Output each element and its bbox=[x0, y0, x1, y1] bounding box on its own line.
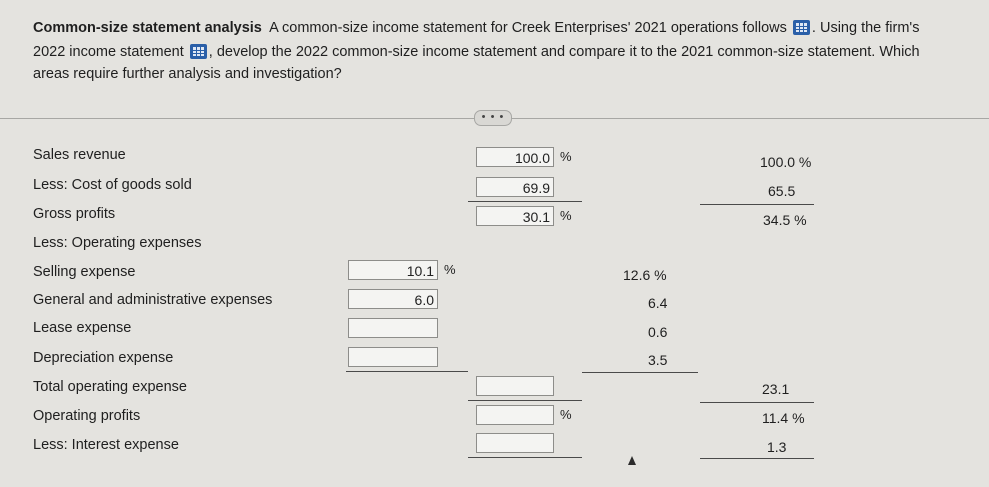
percent-sign: % bbox=[560, 208, 572, 223]
input-interest-2022[interactable] bbox=[476, 433, 554, 453]
value-gross-2021: 34.5 % bbox=[763, 212, 807, 228]
value-total-opex-2021: 23.1 bbox=[762, 381, 790, 397]
percent-sign: % bbox=[560, 149, 572, 164]
value-selling-2021: 12.6 % bbox=[623, 267, 667, 283]
subtotal-rule bbox=[468, 457, 582, 458]
input-cogs-2022[interactable]: 69.9 bbox=[476, 177, 554, 197]
input-gross-2022[interactable]: 30.1 bbox=[476, 206, 554, 226]
input-selling-2022[interactable]: 10.1 bbox=[348, 260, 438, 280]
subtotal-rule bbox=[700, 402, 814, 403]
question-text-1: A common-size income statement for Creek Enterprises' 2021 operations follows bbox=[269, 20, 787, 36]
subtotal-rule bbox=[700, 204, 814, 205]
question-text-2: , develop the 2022 common-size income statement and compare it to the 2021 common-size statement. Which bbox=[208, 44, 920, 60]
input-operating-profits-2022[interactable] bbox=[476, 405, 554, 425]
label-sales: Sales revenue bbox=[33, 147, 126, 163]
percent-sign: % bbox=[560, 407, 572, 422]
subtotal-rule bbox=[700, 458, 814, 459]
label-lease-expense: Lease expense bbox=[33, 320, 132, 336]
label-selling-expense: Selling expense bbox=[33, 264, 136, 280]
input-ga-2022[interactable]: 6.0 bbox=[348, 289, 438, 309]
input-total-opex-2022[interactable] bbox=[476, 376, 554, 396]
label-total-operating-expense: Total operating expense bbox=[33, 379, 187, 395]
value-sales-2021: 100.0 % bbox=[760, 154, 812, 170]
value-interest-2021: 1.3 bbox=[767, 439, 787, 455]
question-title: Common-size statement analysis bbox=[33, 20, 262, 36]
label-gross-profits: Gross profits bbox=[33, 206, 116, 222]
value-depreciation-2021: 3.5 bbox=[648, 352, 668, 368]
expand-toggle-button[interactable]: • • • bbox=[474, 110, 512, 126]
input-lease-2022[interactable] bbox=[348, 318, 438, 338]
value-cogs-2021: 65.5 bbox=[768, 183, 796, 199]
subtotal-rule bbox=[468, 201, 582, 202]
question-text-2-start: 2022 income statement bbox=[33, 44, 184, 60]
input-sales-2022[interactable]: 100.0 bbox=[476, 147, 554, 167]
label-operating-profits: Operating profits bbox=[33, 408, 141, 424]
subtotal-rule bbox=[468, 400, 582, 401]
mouse-cursor-icon bbox=[628, 456, 636, 465]
label-depreciation-expense: Depreciation expense bbox=[33, 350, 174, 366]
table-icon[interactable] bbox=[190, 44, 207, 59]
subtotal-rule bbox=[346, 371, 468, 372]
percent-sign: % bbox=[444, 262, 456, 277]
subtotal-rule bbox=[582, 372, 698, 373]
label-operating-expenses: Less: Operating expenses bbox=[33, 235, 202, 251]
question-line-2 bbox=[33, 41, 920, 63]
label-ga-expense: General and administrative expenses bbox=[33, 292, 273, 308]
input-depreciation-2022[interactable] bbox=[348, 347, 438, 367]
value-ga-2021: 6.4 bbox=[648, 295, 668, 311]
value-lease-2021: 0.6 bbox=[648, 324, 668, 340]
label-cogs: Less: Cost of goods sold bbox=[33, 177, 192, 193]
question-line-1 bbox=[33, 17, 919, 39]
value-operating-profits-2021: 11.4 % bbox=[762, 410, 805, 426]
table-icon[interactable] bbox=[793, 20, 810, 35]
question-line-3: areas require further analysis and investigation? bbox=[33, 66, 342, 82]
label-interest-expense: Less: Interest expense bbox=[33, 437, 179, 453]
question-text-1-end: . Using the firm's bbox=[811, 20, 920, 36]
